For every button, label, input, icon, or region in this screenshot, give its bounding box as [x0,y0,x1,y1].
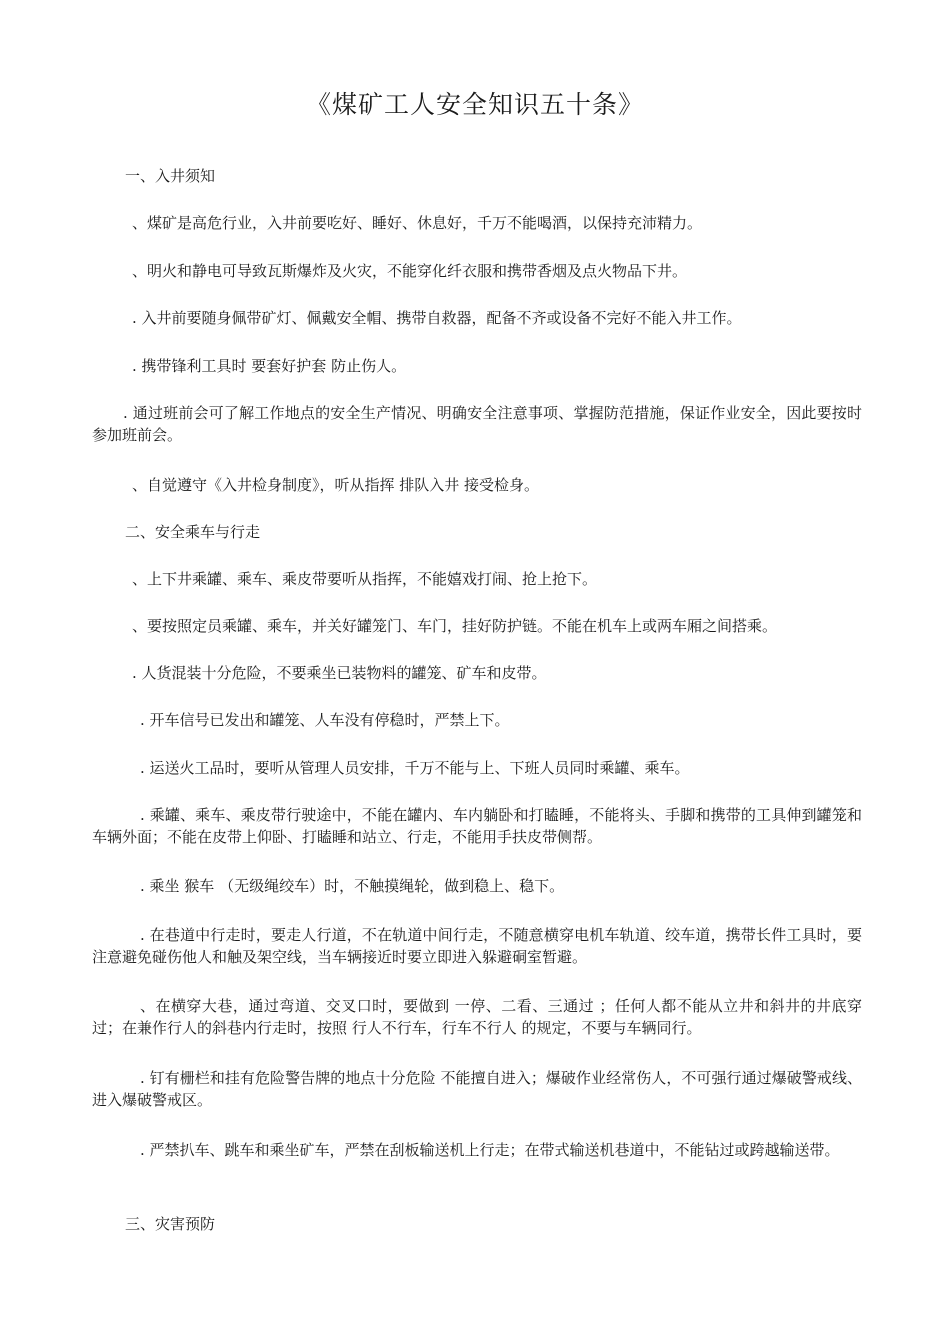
list-item: . 乘罐、乘车、乘皮带行驶途中，不能在罐内、车内躺卧和打瞌睡，不能将头、手脚和携带的工具伸到罐笼和车辆外面；不能在皮带上仰卧、打瞌睡和站立、行走，不能用手扶皮带侧帮。 [92,806,862,846]
list-item: . 开车信号已发出和罐笼、人车没有停稳时，严禁上下。 [140,711,510,729]
list-item: . 运送火工品时，要听从管理人员安排，千万不能与上、下班人员同时乘罐、乘车。 [140,759,690,777]
list-item: . 在巷道中行走时，要走人行道，不在轨道中间行走，不随意横穿电机车轨道、绞车道，携带长件工具时，要注意避免碰伤他人和触及架空线，当车辆接近时要立即进入躲避硐室暂避。 [92,926,862,966]
list-item: . 入井前要随身佩带矿灯、佩戴安全帽、携带自救器，配备不齐或设备不完好不能入井工作。 [132,309,742,327]
list-item: . 钉有栅栏和挂有危险警告牌的地点十分危险 不能擅自进入；爆破作业经常伤人，不可强行通过爆破警戒线、进入爆破警戒区。 [92,1069,862,1109]
list-item: 、在横穿大巷，通过弯道、交叉口时，要做到 一停、二看、三通过 ；任何人都不能从立井和斜井的井底穿过；在兼作行人的斜巷内行走时，按照 行人不行车，行车不行人 的规定，不要与车辆同行。 [92,997,862,1037]
list-item: . 乘坐 猴车 （无级绳绞车）时，不触摸绳轮，做到稳上、稳下。 [140,877,565,895]
section-heading-3: 三、灾害预防 [125,1215,216,1233]
list-item: 、自觉遵守《入井检身制度》，听从指挥 排队入井 接受检身。 [132,476,540,494]
list-item: . 人货混装十分危险，不要乘坐已装物料的罐笼、矿车和皮带。 [132,664,547,682]
document-title: 《煤矿工人安全知识五十条》 [305,90,644,119]
list-item: 、明火和静电可导致瓦斯爆炸及火灾，不能穿化纤衣服和携带香烟及点火物品下井。 [132,262,688,280]
list-item: 、煤矿是高危行业，入井前要吃好、睡好、休息好，千万不能喝酒，以保持充沛精力。 [132,214,703,232]
list-item: 、上下井乘罐、乘车、乘皮带要听从指挥，不能嬉戏打闹、抢上抢下。 [132,570,598,588]
list-item: . 通过班前会可了解工作地点的安全生产情况、明确安全注意事项、掌握防范措施，保证作业安全，因此要按时参加班前会。 [92,404,862,444]
list-item: . 严禁扒车、跳车和乘坐矿车，严禁在刮板输送机上行走；在带式输送机巷道中，不能钻过或跨越输送带。 [140,1141,840,1159]
list-item: . 携带锋利工具时 要套好护套 防止伤人。 [132,357,407,375]
section-heading-2: 二、安全乘车与行走 [125,523,261,541]
list-item: 、要按照定员乘罐、乘车，并关好罐笼门、车门，挂好防护链。不能在机车上或两车厢之间搭乘。 [132,617,778,635]
section-heading-1: 一、入井须知 [125,167,216,185]
